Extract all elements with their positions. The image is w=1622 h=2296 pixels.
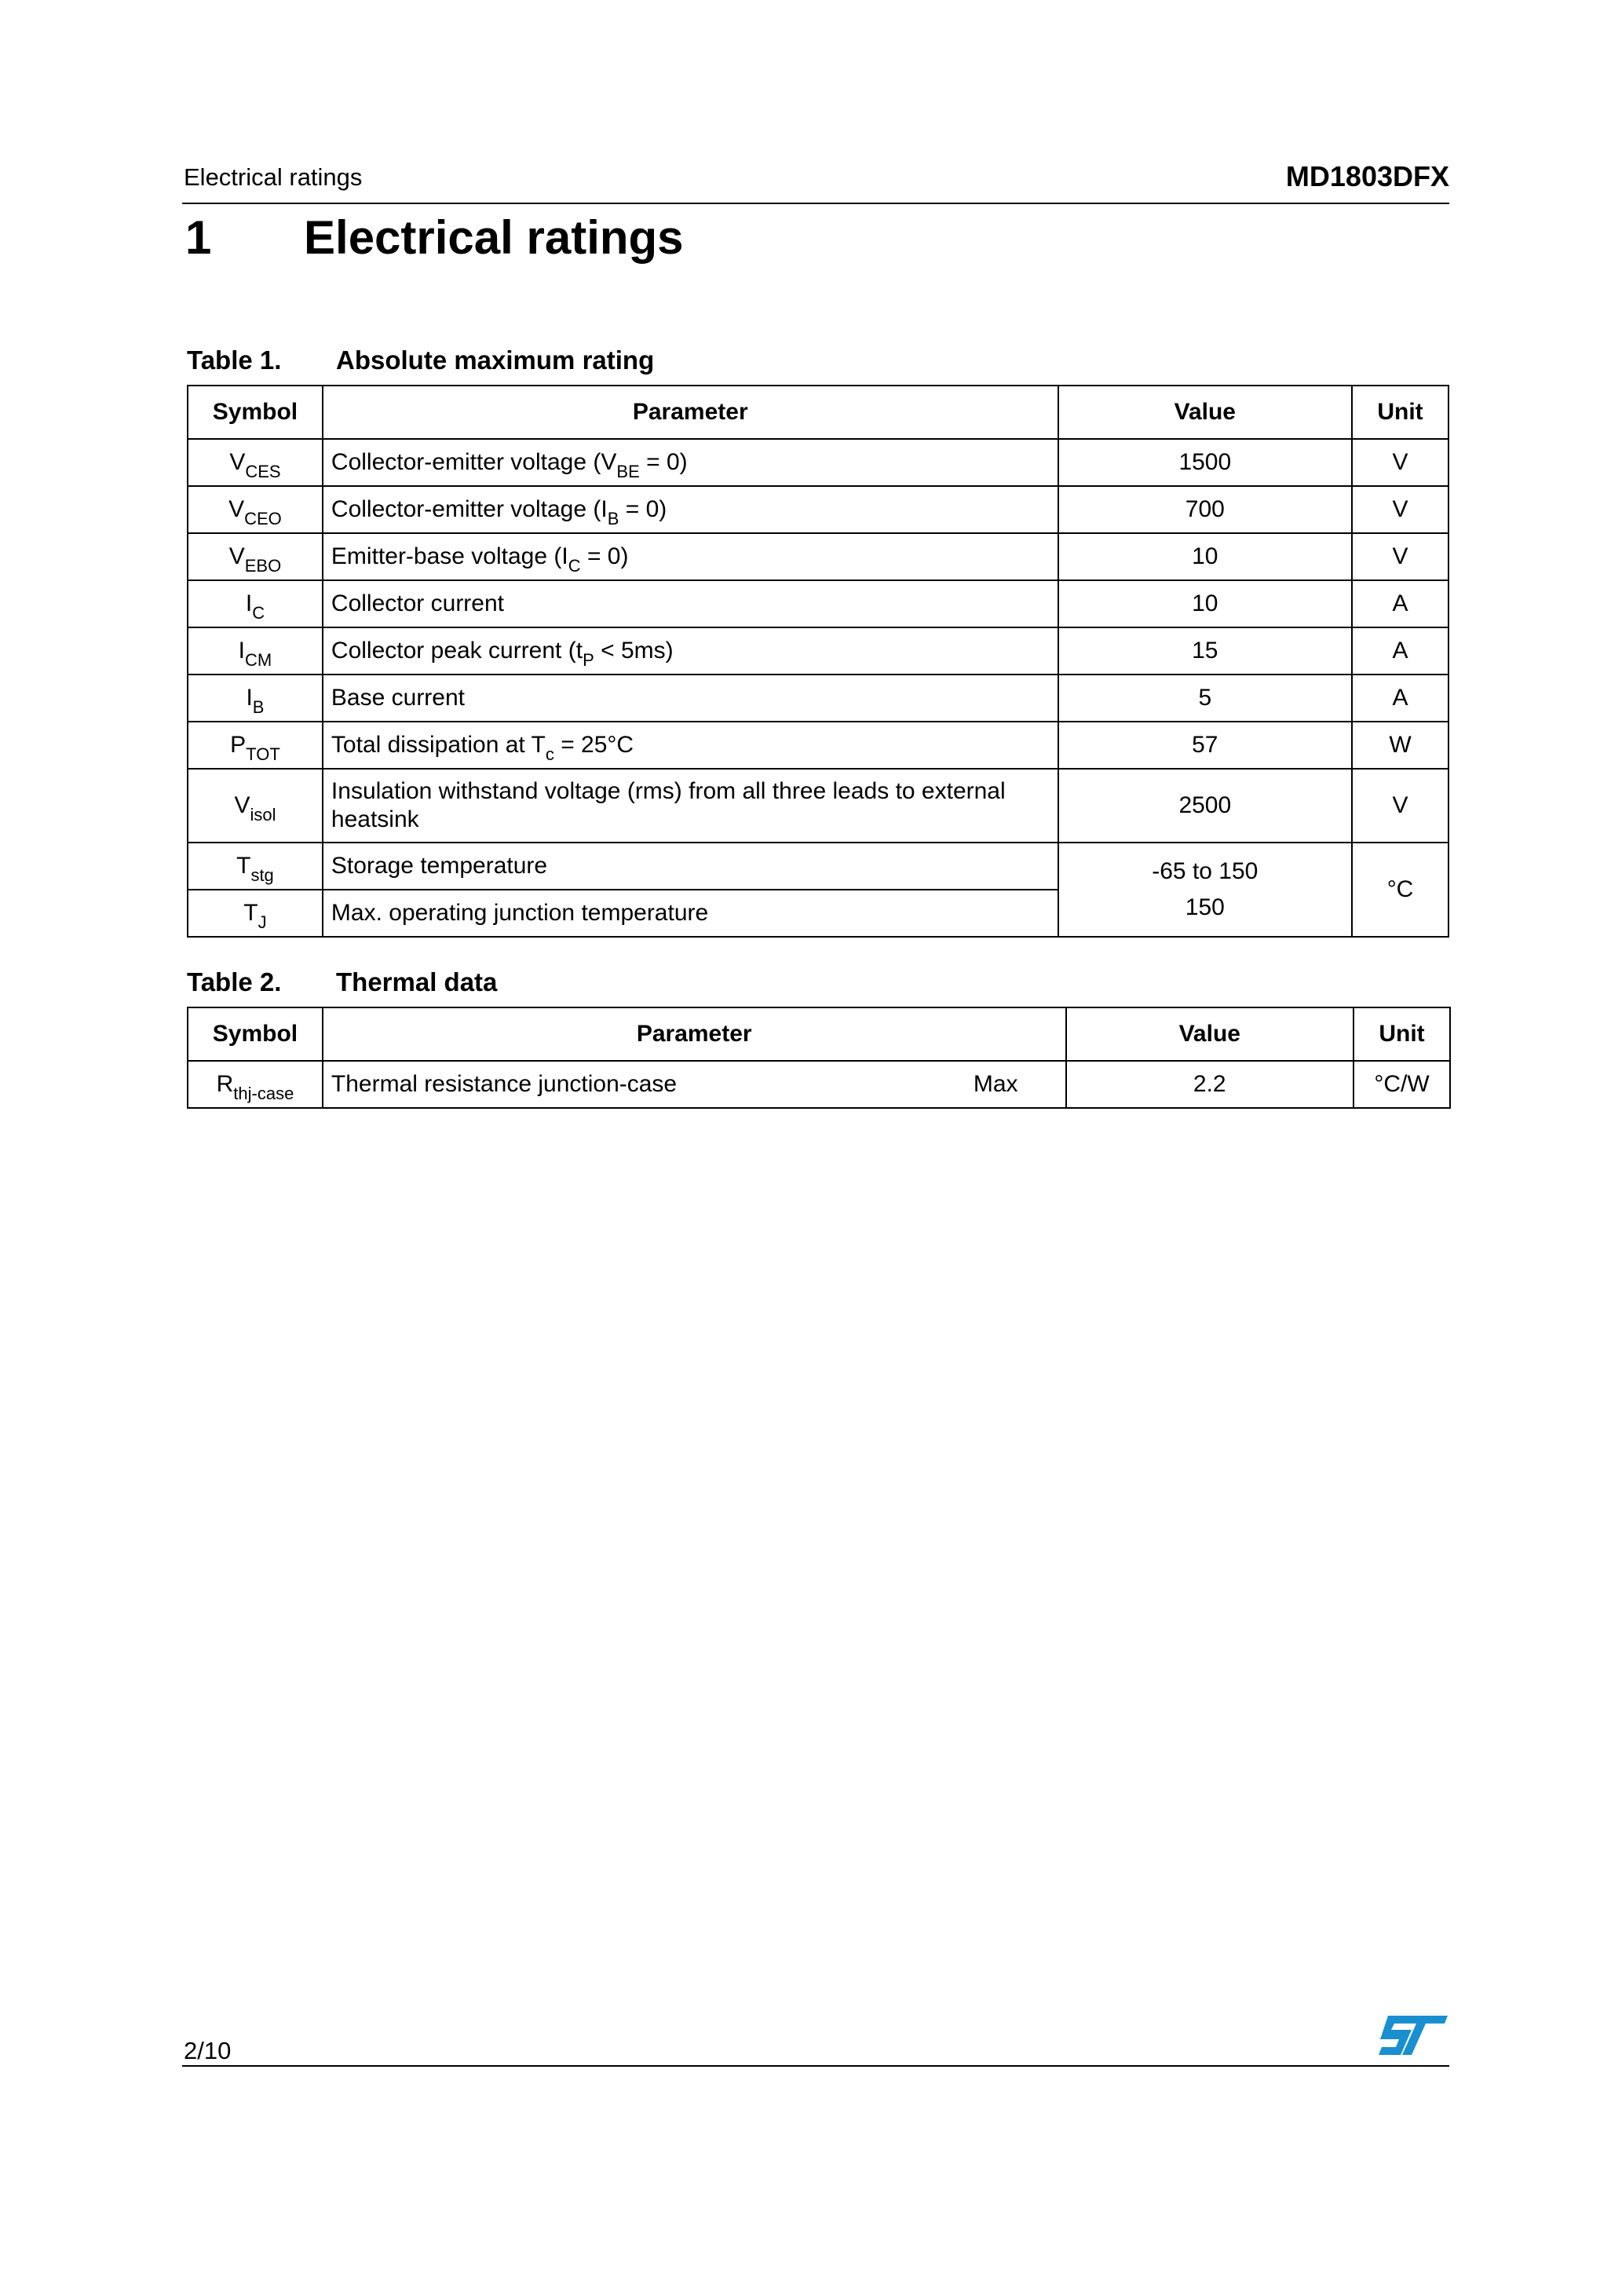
param-subscript: BE xyxy=(616,462,640,481)
parameter-cell xyxy=(323,533,1058,580)
symbol-subscript: TOT xyxy=(246,744,280,764)
unit-cell: V xyxy=(1352,439,1448,486)
col-symbol: Symbol xyxy=(188,386,323,439)
symbol-letter: T xyxy=(243,900,258,926)
table2-header-row xyxy=(188,1007,1450,1061)
st-logo xyxy=(1377,2013,1449,2060)
symbol-cell xyxy=(188,439,323,486)
param-text: Collector-emitter voltage (V xyxy=(331,449,617,475)
symbol-subscript: J xyxy=(258,912,267,932)
param-subscript: B xyxy=(607,509,619,528)
symbol-subscript: isol xyxy=(250,805,276,824)
symbol-letter: V xyxy=(228,543,245,569)
symbol-cell xyxy=(188,580,323,627)
symbol-cell xyxy=(188,890,323,937)
param-subscript: c xyxy=(545,744,554,764)
running-header-part: MD1803DFX xyxy=(1285,160,1449,192)
symbol-subscript: stg xyxy=(250,865,274,885)
table1-caption xyxy=(187,345,654,375)
symbol-cell xyxy=(188,627,323,675)
parameter-cell: Base current xyxy=(323,675,1058,722)
value-cell: 10 xyxy=(1058,533,1353,580)
param-text: = 0) xyxy=(580,543,629,569)
unit-cell: A xyxy=(1352,627,1448,675)
parameter-cell xyxy=(323,1061,1066,1108)
symbol-cell xyxy=(188,843,323,890)
symbol-letter: P xyxy=(230,732,247,758)
unit-cell: V xyxy=(1352,533,1448,580)
param-subscript: P xyxy=(583,650,594,670)
value-cell: 10 xyxy=(1058,580,1353,627)
table1-header-row xyxy=(188,386,1448,439)
symbol-subscript: C xyxy=(252,603,265,623)
symbol-cell xyxy=(188,533,323,580)
param-subscript: C xyxy=(568,556,581,576)
table2-caption xyxy=(187,967,497,997)
symbol-subscript: EBO xyxy=(244,556,282,576)
parameter-cell xyxy=(323,722,1058,769)
table2-title: Thermal data xyxy=(336,967,498,996)
symbol-cell xyxy=(188,722,323,769)
symbol-cell xyxy=(188,1061,323,1108)
col-unit: Unit xyxy=(1352,386,1448,439)
unit-cell: A xyxy=(1352,580,1448,627)
section-number: 1 xyxy=(185,211,212,264)
param-text: Collector peak current (t xyxy=(331,638,583,664)
value-cell: 15 xyxy=(1058,627,1353,675)
value-line: 150 xyxy=(1185,894,1225,920)
value-cell: 57 xyxy=(1058,722,1353,769)
symbol-letter: I xyxy=(246,685,253,711)
table2-label: Table 2. xyxy=(187,967,282,996)
table-row xyxy=(188,486,1448,533)
table2-thermal xyxy=(187,1007,1451,1109)
section-heading xyxy=(185,210,684,265)
symbol-subscript: CM xyxy=(245,650,272,670)
footer-rule xyxy=(182,2065,1449,2067)
symbol-subscript: thj-case xyxy=(233,1084,294,1103)
unit-cell: W xyxy=(1352,722,1448,769)
parameter-cell xyxy=(323,627,1058,675)
unit-cell: °C/W xyxy=(1353,1061,1450,1108)
symbol-letter: I xyxy=(245,590,253,616)
table-row xyxy=(188,1061,1450,1108)
param-text: Emitter-base voltage (I xyxy=(331,543,568,569)
value-cell: 1500 xyxy=(1058,439,1353,486)
unit-cell-merged: °C xyxy=(1352,843,1448,937)
running-header-section: Electrical ratings xyxy=(184,163,363,191)
symbol-subscript: B xyxy=(252,697,265,717)
col-symbol: Symbol xyxy=(188,1007,323,1061)
parameter-cell: Insulation withstand voltage (rms) from all three leads to external heatsink xyxy=(323,769,1058,843)
table1-absolute-max xyxy=(187,385,1449,938)
table-row xyxy=(188,439,1448,486)
value-cell-merged xyxy=(1058,843,1353,937)
table-row xyxy=(188,843,1448,890)
symbol-letter: V xyxy=(234,792,250,818)
symbol-subscript: CES xyxy=(245,462,281,481)
param-text: = 0) xyxy=(619,496,667,522)
value-cell: 5 xyxy=(1058,675,1353,722)
parameter-cell: Storage temperature xyxy=(323,843,1058,890)
col-value: Value xyxy=(1058,386,1353,439)
symbol-letter: V xyxy=(228,496,245,522)
param-text: Collector-emitter voltage (I xyxy=(331,496,608,522)
unit-cell: V xyxy=(1352,769,1448,843)
col-parameter: Parameter xyxy=(323,1007,1066,1061)
table1-label: Table 1. xyxy=(187,345,282,375)
table-row xyxy=(188,722,1448,769)
symbol-letter: I xyxy=(238,638,246,664)
table-row xyxy=(188,769,1448,843)
unit-cell: A xyxy=(1352,675,1448,722)
table-row xyxy=(188,627,1448,675)
table-row xyxy=(188,580,1448,627)
value-line: -65 to 150 xyxy=(1152,858,1259,884)
table-row xyxy=(188,533,1448,580)
table1-title: Absolute maximum rating xyxy=(336,345,655,375)
symbol-letter: V xyxy=(229,449,246,475)
param-text: Thermal resistance junction-case xyxy=(331,1071,678,1097)
param-qualifier: Max xyxy=(973,1071,1018,1097)
unit-cell: V xyxy=(1352,486,1448,533)
symbol-letter: R xyxy=(216,1071,234,1097)
page-number: 2/10 xyxy=(184,2037,232,2064)
value-cell: 2.2 xyxy=(1066,1061,1354,1108)
param-text: < 5ms) xyxy=(594,638,674,664)
value-cell: 2500 xyxy=(1058,769,1353,843)
symbol-subscript: CEO xyxy=(244,509,282,528)
symbol-letter: T xyxy=(236,853,251,879)
header-rule xyxy=(182,203,1449,204)
parameter-cell: Collector current xyxy=(323,580,1058,627)
parameter-cell xyxy=(323,486,1058,533)
param-text: = 0) xyxy=(639,449,688,475)
param-text: = 25°C xyxy=(553,732,634,758)
parameter-cell xyxy=(323,439,1058,486)
symbol-cell xyxy=(188,675,323,722)
col-parameter: Parameter xyxy=(323,386,1058,439)
section-title: Electrical ratings xyxy=(304,211,684,264)
table-row xyxy=(188,675,1448,722)
param-text: Total dissipation at T xyxy=(331,732,546,758)
symbol-cell xyxy=(188,769,323,843)
col-value: Value xyxy=(1066,1007,1354,1061)
parameter-cell: Max. operating junction temperature xyxy=(323,890,1058,937)
value-cell: 700 xyxy=(1058,486,1353,533)
col-unit: Unit xyxy=(1353,1007,1450,1061)
symbol-cell xyxy=(188,486,323,533)
